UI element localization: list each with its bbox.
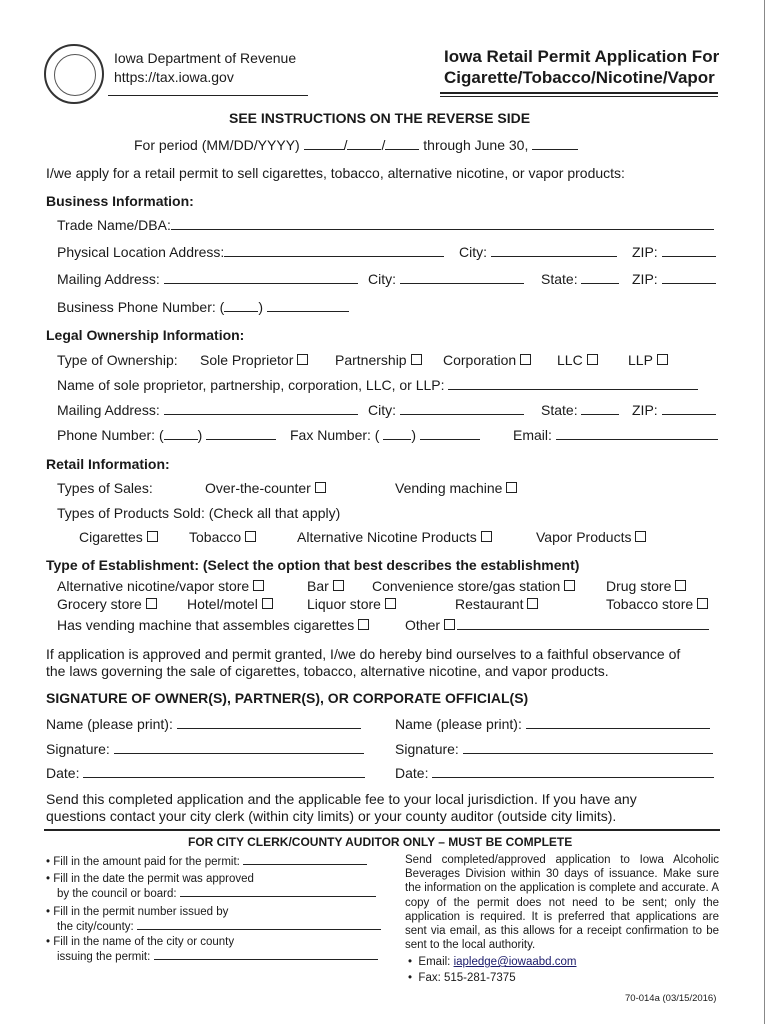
convenience-store-checkbox[interactable] xyxy=(564,580,575,591)
otc-option[interactable]: Over-the-counter xyxy=(205,480,326,496)
products-label: Types of Products Sold: (Check all that apply) xyxy=(57,505,341,521)
date-field-2[interactable] xyxy=(432,765,714,778)
physical-city-field[interactable] xyxy=(491,244,617,257)
name-print-field-1[interactable] xyxy=(177,716,361,729)
divider xyxy=(440,96,718,97)
issuing-jurisdiction-field[interactable] xyxy=(154,950,378,960)
vending-assembly-option[interactable]: Has vending machine that assembles cigarettes xyxy=(57,617,369,633)
liquor-store-option[interactable]: Liquor store xyxy=(307,596,396,612)
signature-heading: SIGNATURE OF OWNER(S), PARTNER(S), OR CORPORATE OFFICIAL(S) xyxy=(46,690,529,706)
cigarettes-checkbox[interactable] xyxy=(147,531,158,542)
vending-checkbox[interactable] xyxy=(506,482,517,493)
legal-state-field[interactable] xyxy=(581,402,619,415)
approval-date-field[interactable] xyxy=(180,887,376,897)
grocery-store-checkbox[interactable] xyxy=(146,598,157,609)
partnership-checkbox[interactable] xyxy=(411,354,422,365)
mailing-address-field[interactable] xyxy=(164,271,358,284)
owner-name-field[interactable] xyxy=(448,377,698,390)
cigarettes-option[interactable]: Cigarettes xyxy=(79,529,158,545)
drug-store-checkbox[interactable] xyxy=(675,580,686,591)
clerk-heading: FOR CITY CLERK/COUNTY AUDITOR ONLY – MUST BE COMPLETE xyxy=(188,835,573,849)
sales-type-label: Types of Sales: xyxy=(57,480,153,496)
form-title-line1: Iowa Retail Permit Application For xyxy=(444,47,720,66)
partnership-option[interactable]: Partnership xyxy=(335,352,422,368)
legal-zip-field[interactable] xyxy=(662,402,716,415)
bar-option[interactable]: Bar xyxy=(307,578,344,594)
vapor-checkbox[interactable] xyxy=(635,531,646,542)
physical-address-row: Physical Location Address: xyxy=(57,244,444,260)
alt-vapor-store-checkbox[interactable] xyxy=(253,580,264,591)
abd-email-row: • Email: iapledge@iowaabd.com xyxy=(408,956,577,968)
form-number: 70-014a (03/15/2016) xyxy=(625,993,717,1004)
other-option[interactable]: Other xyxy=(405,617,709,633)
restaurant-checkbox[interactable] xyxy=(527,598,538,609)
hotel-option[interactable]: Hotel/motel xyxy=(187,596,273,612)
period-row: For period (MM/DD/YYYY) / / through June 30, xyxy=(134,137,578,153)
period-day-field[interactable] xyxy=(347,137,381,150)
sole-proprietor-option[interactable]: Sole Proprietor xyxy=(200,352,308,368)
divider xyxy=(44,829,720,831)
alt-nicotine-checkbox[interactable] xyxy=(481,531,492,542)
legal-mailing-field[interactable] xyxy=(164,402,358,415)
llp-checkbox[interactable] xyxy=(657,354,668,365)
bind-statement-line2: the laws governing the sale of cigarettes, tobacco, alternative nicotine, and vapor products. xyxy=(46,663,609,679)
phone-area-field[interactable] xyxy=(224,299,258,312)
mailing-address-row: Mailing Address: xyxy=(57,271,358,287)
alt-nicotine-option[interactable]: Alternative Nicotine Products xyxy=(297,529,492,545)
drug-store-option[interactable]: Drug store xyxy=(606,578,686,594)
email-row: Email: xyxy=(513,427,718,443)
divider xyxy=(108,95,308,96)
llc-checkbox[interactable] xyxy=(587,354,598,365)
send-line1: Send this completed application and the applicable fee to your local jurisdiction. If you have any xyxy=(46,791,637,807)
fax-field[interactable] xyxy=(420,427,480,440)
vending-assembly-checkbox[interactable] xyxy=(358,619,369,630)
legal-phone-area-field[interactable] xyxy=(164,427,198,440)
vapor-option[interactable]: Vapor Products xyxy=(536,529,646,545)
amount-paid-field[interactable] xyxy=(243,855,367,865)
trade-name-row: Trade Name/DBA: xyxy=(57,217,714,233)
other-field[interactable] xyxy=(457,617,709,630)
fax-row: Fax Number: ( ) xyxy=(290,427,480,443)
other-checkbox[interactable] xyxy=(444,619,455,630)
fax-area-field[interactable] xyxy=(383,427,411,440)
abd-email-link[interactable]: iapledge@iowaabd.com xyxy=(453,956,577,968)
convenience-store-option[interactable]: Convenience store/gas station xyxy=(372,578,575,594)
bind-statement-line1: If application is approved and permit granted, I/we do hereby bind ourselves to a faithful observance of xyxy=(46,646,681,662)
abd-fax: • Fax: 515-281-7375 xyxy=(408,972,516,984)
business-phone-field[interactable] xyxy=(267,299,349,312)
mailing-city-field[interactable] xyxy=(400,271,524,284)
name-print-field-2[interactable] xyxy=(526,716,710,729)
legal-phone-field[interactable] xyxy=(206,427,276,440)
dept-name: Iowa Department of Revenue xyxy=(114,50,297,66)
otc-checkbox[interactable] xyxy=(315,482,326,493)
form-title-line2: Cigarette/Tobacco/Nicotine/Vapor xyxy=(444,68,715,87)
hotel-checkbox[interactable] xyxy=(262,598,273,609)
divider xyxy=(440,92,718,94)
physical-address-field[interactable] xyxy=(224,244,444,257)
send-line2: questions contact your city clerk (within city limits) or your county auditor (outside city limits). xyxy=(46,808,617,824)
business-heading: Business Information: xyxy=(46,193,194,209)
alt-vapor-store-option[interactable]: Alternative nicotine/vapor store xyxy=(57,578,264,594)
llc-option[interactable]: LLC xyxy=(557,352,598,368)
tobacco-checkbox[interactable] xyxy=(245,531,256,542)
grocery-store-option[interactable]: Grocery store xyxy=(57,596,157,612)
owner-name-row: Name of sole proprietor, partnership, corporation, LLC, or LLP: xyxy=(57,377,698,393)
dept-url[interactable]: https://tax.iowa.gov xyxy=(114,69,234,85)
legal-phone-row: Phone Number: ( ) xyxy=(57,427,276,443)
sole-proprietor-checkbox[interactable] xyxy=(297,354,308,365)
tobacco-store-option[interactable]: Tobacco store xyxy=(606,596,708,612)
legal-mailing-row: Mailing Address: xyxy=(57,402,358,418)
tobacco-store-checkbox[interactable] xyxy=(697,598,708,609)
tobacco-option[interactable]: Tobacco xyxy=(189,529,256,545)
department-seal xyxy=(44,44,104,104)
restaurant-option[interactable]: Restaurant xyxy=(455,596,538,612)
ownership-type-label: Type of Ownership: xyxy=(57,352,178,368)
clerk-instructions: Send completed/approved application to Iowa Alcoholic Beverages Division within 30 days of issuance. Make sure the information on the application is complete and accurate. A copy of the permit does not need to be sent; only the application is required. It is preferred that applications are sent via email, as this allows for a receipt confirmation to be sent to the local authority. xyxy=(405,854,719,952)
period-end-year-field[interactable] xyxy=(532,137,578,150)
instructions-note: SEE INSTRUCTIONS ON THE REVERSE SIDE xyxy=(229,110,531,126)
scan-edge xyxy=(764,0,765,1024)
llp-option[interactable]: LLP xyxy=(628,352,668,368)
permit-number-field[interactable] xyxy=(137,920,381,930)
liquor-store-checkbox[interactable] xyxy=(385,598,396,609)
mailing-zip-field[interactable] xyxy=(662,271,716,284)
business-phone-row: Business Phone Number: ( ) xyxy=(57,299,349,315)
bar-checkbox[interactable] xyxy=(333,580,344,591)
period-year-field[interactable] xyxy=(385,137,419,150)
period-month-field[interactable] xyxy=(304,137,344,150)
signature-field-2[interactable] xyxy=(463,741,713,754)
apply-statement: I/we apply for a retail permit to sell cigarettes, tobacco, alternative nicotine, or vapor products: xyxy=(46,165,625,181)
legal-heading: Legal Ownership Information: xyxy=(46,327,245,343)
corporation-option[interactable]: Corporation xyxy=(443,352,531,368)
trade-name-field[interactable] xyxy=(171,217,714,230)
signature-field-1[interactable] xyxy=(114,741,364,754)
physical-zip-field[interactable] xyxy=(662,244,716,257)
corporation-checkbox[interactable] xyxy=(520,354,531,365)
mailing-state-field[interactable] xyxy=(581,271,619,284)
retail-heading: Retail Information: xyxy=(46,456,170,472)
vending-option[interactable]: Vending machine xyxy=(395,480,517,496)
date-field-1[interactable] xyxy=(83,765,365,778)
legal-city-field[interactable] xyxy=(400,402,524,415)
establishment-heading: Type of Establishment: (Select the option that best describes the establishment) xyxy=(46,557,580,573)
email-field[interactable] xyxy=(556,427,718,440)
